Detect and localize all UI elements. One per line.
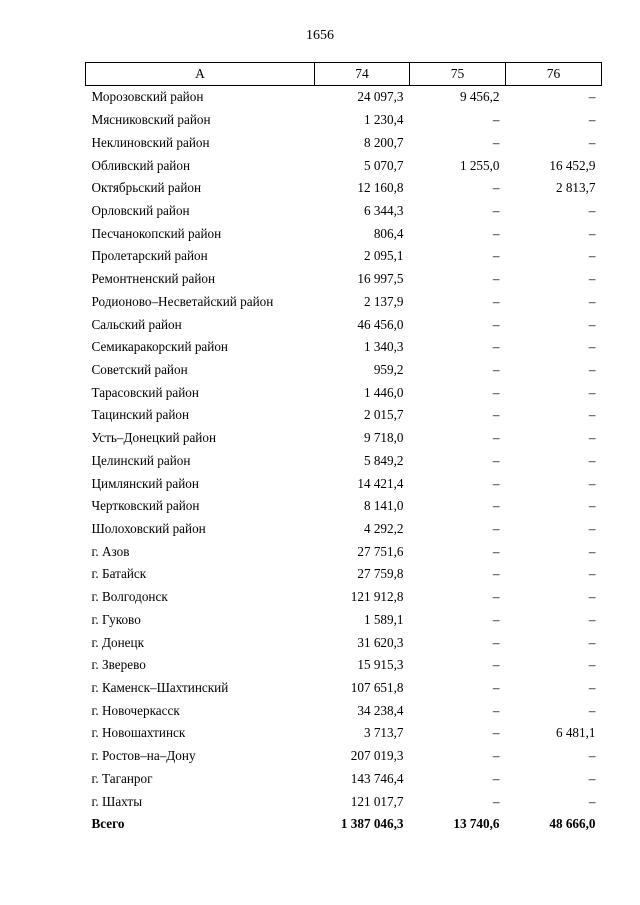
row-name-cell: г. Батайск [91,566,147,582]
value-76-cell: – [588,293,596,309]
value-75-cell: – [492,657,500,673]
value-76-cell: – [588,589,596,605]
table-row [86,154,602,177]
value-74-cell: 2 137,9 [363,293,404,309]
value-74-cell: 9 718,0 [363,430,404,446]
value-74-cell: 14 421,4 [357,475,404,491]
value-75-cell: – [492,702,500,718]
table-row [86,404,602,427]
value-74-cell: 27 759,8 [357,566,404,582]
value-76-cell: – [588,430,596,446]
total-row [86,813,602,836]
value-76-cell: – [588,89,596,105]
row-name-cell: Тацинский район [91,407,190,423]
value-74-cell: 121 912,8 [350,589,404,605]
row-name-cell: Семикаракорский район [91,339,228,355]
value-76-cell: – [588,521,596,537]
table-row [86,86,602,109]
value-76-cell: – [588,407,596,423]
header-row [86,63,602,86]
value-75-cell: – [492,271,500,287]
value-76-cell: – [588,248,596,264]
value-76-cell: – [588,271,596,287]
value-76-cell: – [588,611,596,627]
value-74-cell: 8 200,7 [363,134,404,150]
row-name-cell: г. Зверево [91,657,146,673]
column-header-76: 76 [506,63,602,86]
value-75-cell: 1 255,0 [459,157,500,173]
row-name-cell: г. Новочеркасск [91,702,180,718]
row-name-cell: Шолоховский район [91,521,206,537]
value-74-cell: 34 238,4 [357,702,404,718]
table-header [86,63,602,86]
table-row [86,381,602,404]
table-row [86,518,602,541]
value-74-cell: 1 589,1 [363,611,404,627]
value-76-cell: – [588,452,596,468]
table-row [86,677,602,700]
value-75-cell: – [492,112,500,128]
row-name-cell: Целинский район [91,452,191,468]
value-76-cell: – [588,475,596,491]
value-75-cell: – [492,180,500,196]
value-74-cell: 1 340,3 [363,339,404,355]
row-name-cell: Сальский район [91,316,182,332]
row-name-cell: Советский район [91,361,188,377]
table-row [86,200,602,223]
row-name-cell: Пролетарский район [91,248,208,264]
row-name-cell: Октябрьский район [91,180,202,196]
value-76-cell: – [588,339,596,355]
value-76-cell: – [588,793,596,809]
value-74-cell: 2 015,7 [363,407,404,423]
value-75-cell: – [492,475,500,491]
row-name-cell: г. Шахты [91,793,143,809]
total-75: 13 740,6 [453,816,500,832]
value-76-cell: – [588,498,596,514]
value-74-cell: 143 746,4 [350,770,404,786]
row-name-cell: г. Таганрог [91,770,153,786]
table-row [86,131,602,154]
row-name-cell: Усть–Донецкий район [91,430,217,446]
value-76-cell: – [588,316,596,332]
value-74-cell: 15 915,3 [357,657,404,673]
value-76-cell: 2 813,7 [555,180,596,196]
value-75-cell: – [492,384,500,400]
row-name-cell: Обливский район [91,157,191,173]
value-76-cell: – [588,361,596,377]
value-76-cell: – [588,770,596,786]
table-row [86,336,602,359]
value-74-cell: 806,4 [373,225,404,241]
table-row [86,745,602,768]
value-76-cell: 6 481,1 [555,725,596,741]
table-body [86,86,602,836]
value-74-cell: 207 019,3 [350,748,404,764]
value-75-cell: – [492,521,500,537]
total-74: 1 387 046,3 [340,816,404,832]
table-row [86,722,602,745]
table-row [86,790,602,813]
value-76-cell: – [588,225,596,241]
value-74-cell: 2 095,1 [363,248,404,264]
value-75-cell: – [492,566,500,582]
table-row [86,563,602,586]
value-76-cell: – [588,112,596,128]
value-76-cell: – [588,657,596,673]
page-number: 1656 [306,28,334,43]
value-75-cell: – [492,339,500,355]
value-76-cell: – [588,680,596,696]
value-75-cell: – [492,725,500,741]
value-74-cell: 8 141,0 [363,498,404,514]
row-name-cell: г. Азов [91,543,130,559]
value-74-cell: 24 097,3 [357,89,404,105]
column-header-a: А [86,63,315,86]
row-name-cell: Орловский район [91,202,190,218]
value-74-cell: 1 446,0 [363,384,404,400]
value-75-cell: – [492,611,500,627]
table-row [86,768,602,791]
row-name-cell: г. Ростов–на–Дону [91,748,196,764]
table-row [86,222,602,245]
value-76-cell: – [588,566,596,582]
row-name-cell: Неклиновский район [91,134,210,150]
value-75-cell: – [492,407,500,423]
table-row [86,450,602,473]
row-name-cell: г. Каменск–Шахтинский [91,680,229,696]
value-76-cell: 16 452,9 [549,157,596,173]
column-header-74: 74 [315,63,410,86]
table-row [86,177,602,200]
value-76-cell: – [588,384,596,400]
value-75-cell: – [492,452,500,468]
table-row [86,472,602,495]
value-76-cell: – [588,134,596,150]
value-76-cell: – [588,748,596,764]
table-row [86,245,602,268]
value-75-cell: – [492,634,500,650]
value-75-cell: – [492,316,500,332]
value-74-cell: 5 849,2 [363,452,404,468]
column-header-75: 75 [410,63,506,86]
total-76: 48 666,0 [549,816,596,832]
table-row [86,699,602,722]
value-75-cell: – [492,134,500,150]
row-name-cell: Морозовский район [91,89,204,105]
value-74-cell: 107 651,8 [350,680,404,696]
row-name-cell: Тарасовский район [91,384,199,400]
value-75-cell: – [492,543,500,559]
table-row [86,631,602,654]
table-row [86,290,602,313]
value-74-cell: 4 292,2 [363,521,404,537]
row-name-cell: Мясниковский район [91,112,211,128]
value-76-cell: – [588,702,596,718]
table-row [86,540,602,563]
value-74-cell: 27 751,6 [357,543,404,559]
value-74-cell: 16 997,5 [357,271,404,287]
value-74-cell: 6 344,3 [363,202,404,218]
table-row [86,427,602,450]
value-75-cell: – [492,589,500,605]
value-74-cell: 5 070,7 [363,157,404,173]
table-row [86,654,602,677]
value-74-cell: 12 160,8 [357,180,404,196]
row-name-cell: Чертковский район [91,498,200,514]
value-75-cell: – [492,361,500,377]
value-76-cell: – [588,634,596,650]
table-row [86,109,602,132]
value-76-cell: – [588,202,596,218]
value-74-cell: 3 713,7 [363,725,404,741]
table-row [86,268,602,291]
table-row [86,313,602,336]
row-name-cell: г. Волгодонск [91,589,168,605]
value-75-cell: 9 456,2 [459,89,500,105]
value-75-cell: – [492,202,500,218]
value-74-cell: 121 017,7 [350,793,404,809]
value-74-cell: 46 456,0 [357,316,404,332]
row-name-cell: Ремонтненский район [91,271,216,287]
table-row [86,586,602,609]
value-75-cell: – [492,225,500,241]
row-name-cell: Родионово–Несветайский район [91,293,274,309]
value-75-cell: – [492,498,500,514]
row-name-cell: Цимлянский район [91,475,199,491]
value-74-cell: 1 230,4 [363,112,404,128]
value-75-cell: – [492,430,500,446]
value-75-cell: – [492,680,500,696]
table-row [86,609,602,632]
value-74-cell: 31 620,3 [357,634,404,650]
value-75-cell: – [492,248,500,264]
value-75-cell: – [492,748,500,764]
table-row [86,359,602,382]
value-74-cell: 959,2 [373,361,404,377]
row-name-cell: г. Донецк [91,634,144,650]
total-label: Всего [91,816,125,832]
value-75-cell: – [492,293,500,309]
row-name-cell: Песчанокопский район [91,225,222,241]
row-name-cell: г. Гуково [91,611,141,627]
value-75-cell: – [492,793,500,809]
value-75-cell: – [492,770,500,786]
value-76-cell: – [588,543,596,559]
budget-table [85,62,602,836]
table-row [86,495,602,518]
row-name-cell: г. Новошахтинск [91,725,186,741]
